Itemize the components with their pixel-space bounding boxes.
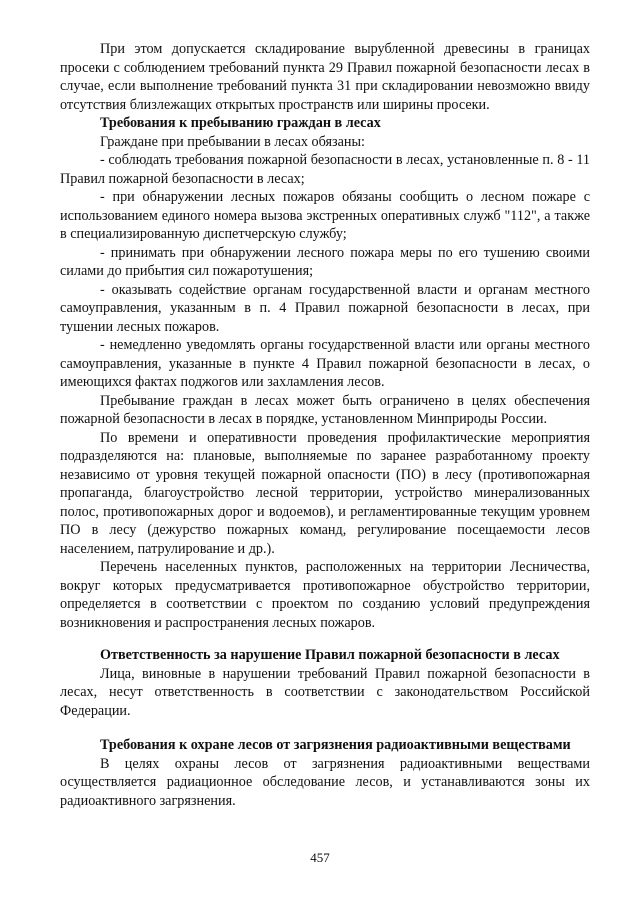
paragraph-preventive-measures: По времени и оперативности проведения профилактические мероприятия подразделяются на: плановые, выполняемые по заранее разработанному проекту независимо от уровня текущей пожарной опасности (ПО) в лесу (противопожарная пропаганда, благоустройство лесной территории, устройство минерализованных полос, противопожарных дорог и водоемов), и регламентированные текущим уровнем ПО в лесу (дежурство пожарных команд, регулирование посещаемости лесов населением, патрулирование и др.).	[60, 429, 590, 557]
heading-radioactive: Требования к охране лесов от загрязнения радиоактивными веществами	[100, 737, 571, 753]
heading-citizens-requirements: Требования к пребыванию граждан в лесах	[100, 115, 381, 131]
list-item-extinguish: - принимать при обнаружении лесного пожара меры по его тушению своими силами до прибытия сил пожаротушения;	[60, 244, 590, 279]
paragraph-restriction: Пребывание граждан в лесах может быть ограничено в целях обеспечения пожарной безопасности в лесах в порядке, установленном Минприроды России.	[60, 392, 590, 427]
document-body	[60, 40, 590, 810]
paragraph-settlements: Перечень населенных пунктов, расположенных на территории Лесничества, вокруг которых предусматривается противопожарное обустройство территории, определяется в соответствии с проектом по созданию условий предупреждения возникновения и распространения лесных пожаров.	[60, 559, 590, 631]
page-number: 457	[310, 850, 330, 865]
list-item-report-fire: - при обнаружении лесных пожаров обязаны сообщить о лесном пожаре с использованием единого номера вызова экстренных оперативных служб "112", а также в специализированную диспетчерскую службу;	[60, 189, 590, 242]
heading-responsibility: Ответственность за нарушение Правил пожарной безопасности в лесах	[100, 647, 560, 663]
list-item-assist: - оказывать содействие органам государственной власти и органам местного самоуправления, указанным в п. 4 Правил пожарной безопасности в лесах, при тушении лесных пожаров.	[60, 281, 590, 335]
paragraph-timber-storage: При этом допускается складирование вырубленной древесины в границах просеки с соблюдением требований пункта 29 Правил пожарной безопасности лесах в случае, если выполнение требований пункта 31 при складировании невозможно ввиду отсутствия близлежащих открытых пространств или ширины просеки.	[60, 41, 590, 113]
paragraph-responsibility: Лица, виновные в нарушении требований Правил пожарной безопасности в лесах, несут ответственность в соответствии с законодательством Российской Федерации.	[60, 665, 590, 719]
paragraph-radioactive: В целях охраны лесов от загрязнения радиоактивными веществами осуществляется радиационное обследование лесов, и устанавливаются зоны их радиоактивного загрязнения.	[60, 755, 590, 809]
list-item-notify: - немедленно уведомлять органы государственной власти или органы местного самоуправления, указанные в пункте 4 Правил пожарной безопасности в лесах, о имеющихся фактах поджогов или захламления лесов.	[60, 337, 590, 390]
list-item-comply: - соблюдать требования пожарной безопасности в лесах, установленные п. 8 - 11 Правил пожарной безопасности в лесах;	[60, 152, 590, 187]
paragraph-citizens-obliged: Граждане при пребывании в лесах обязаны:	[100, 133, 365, 150]
